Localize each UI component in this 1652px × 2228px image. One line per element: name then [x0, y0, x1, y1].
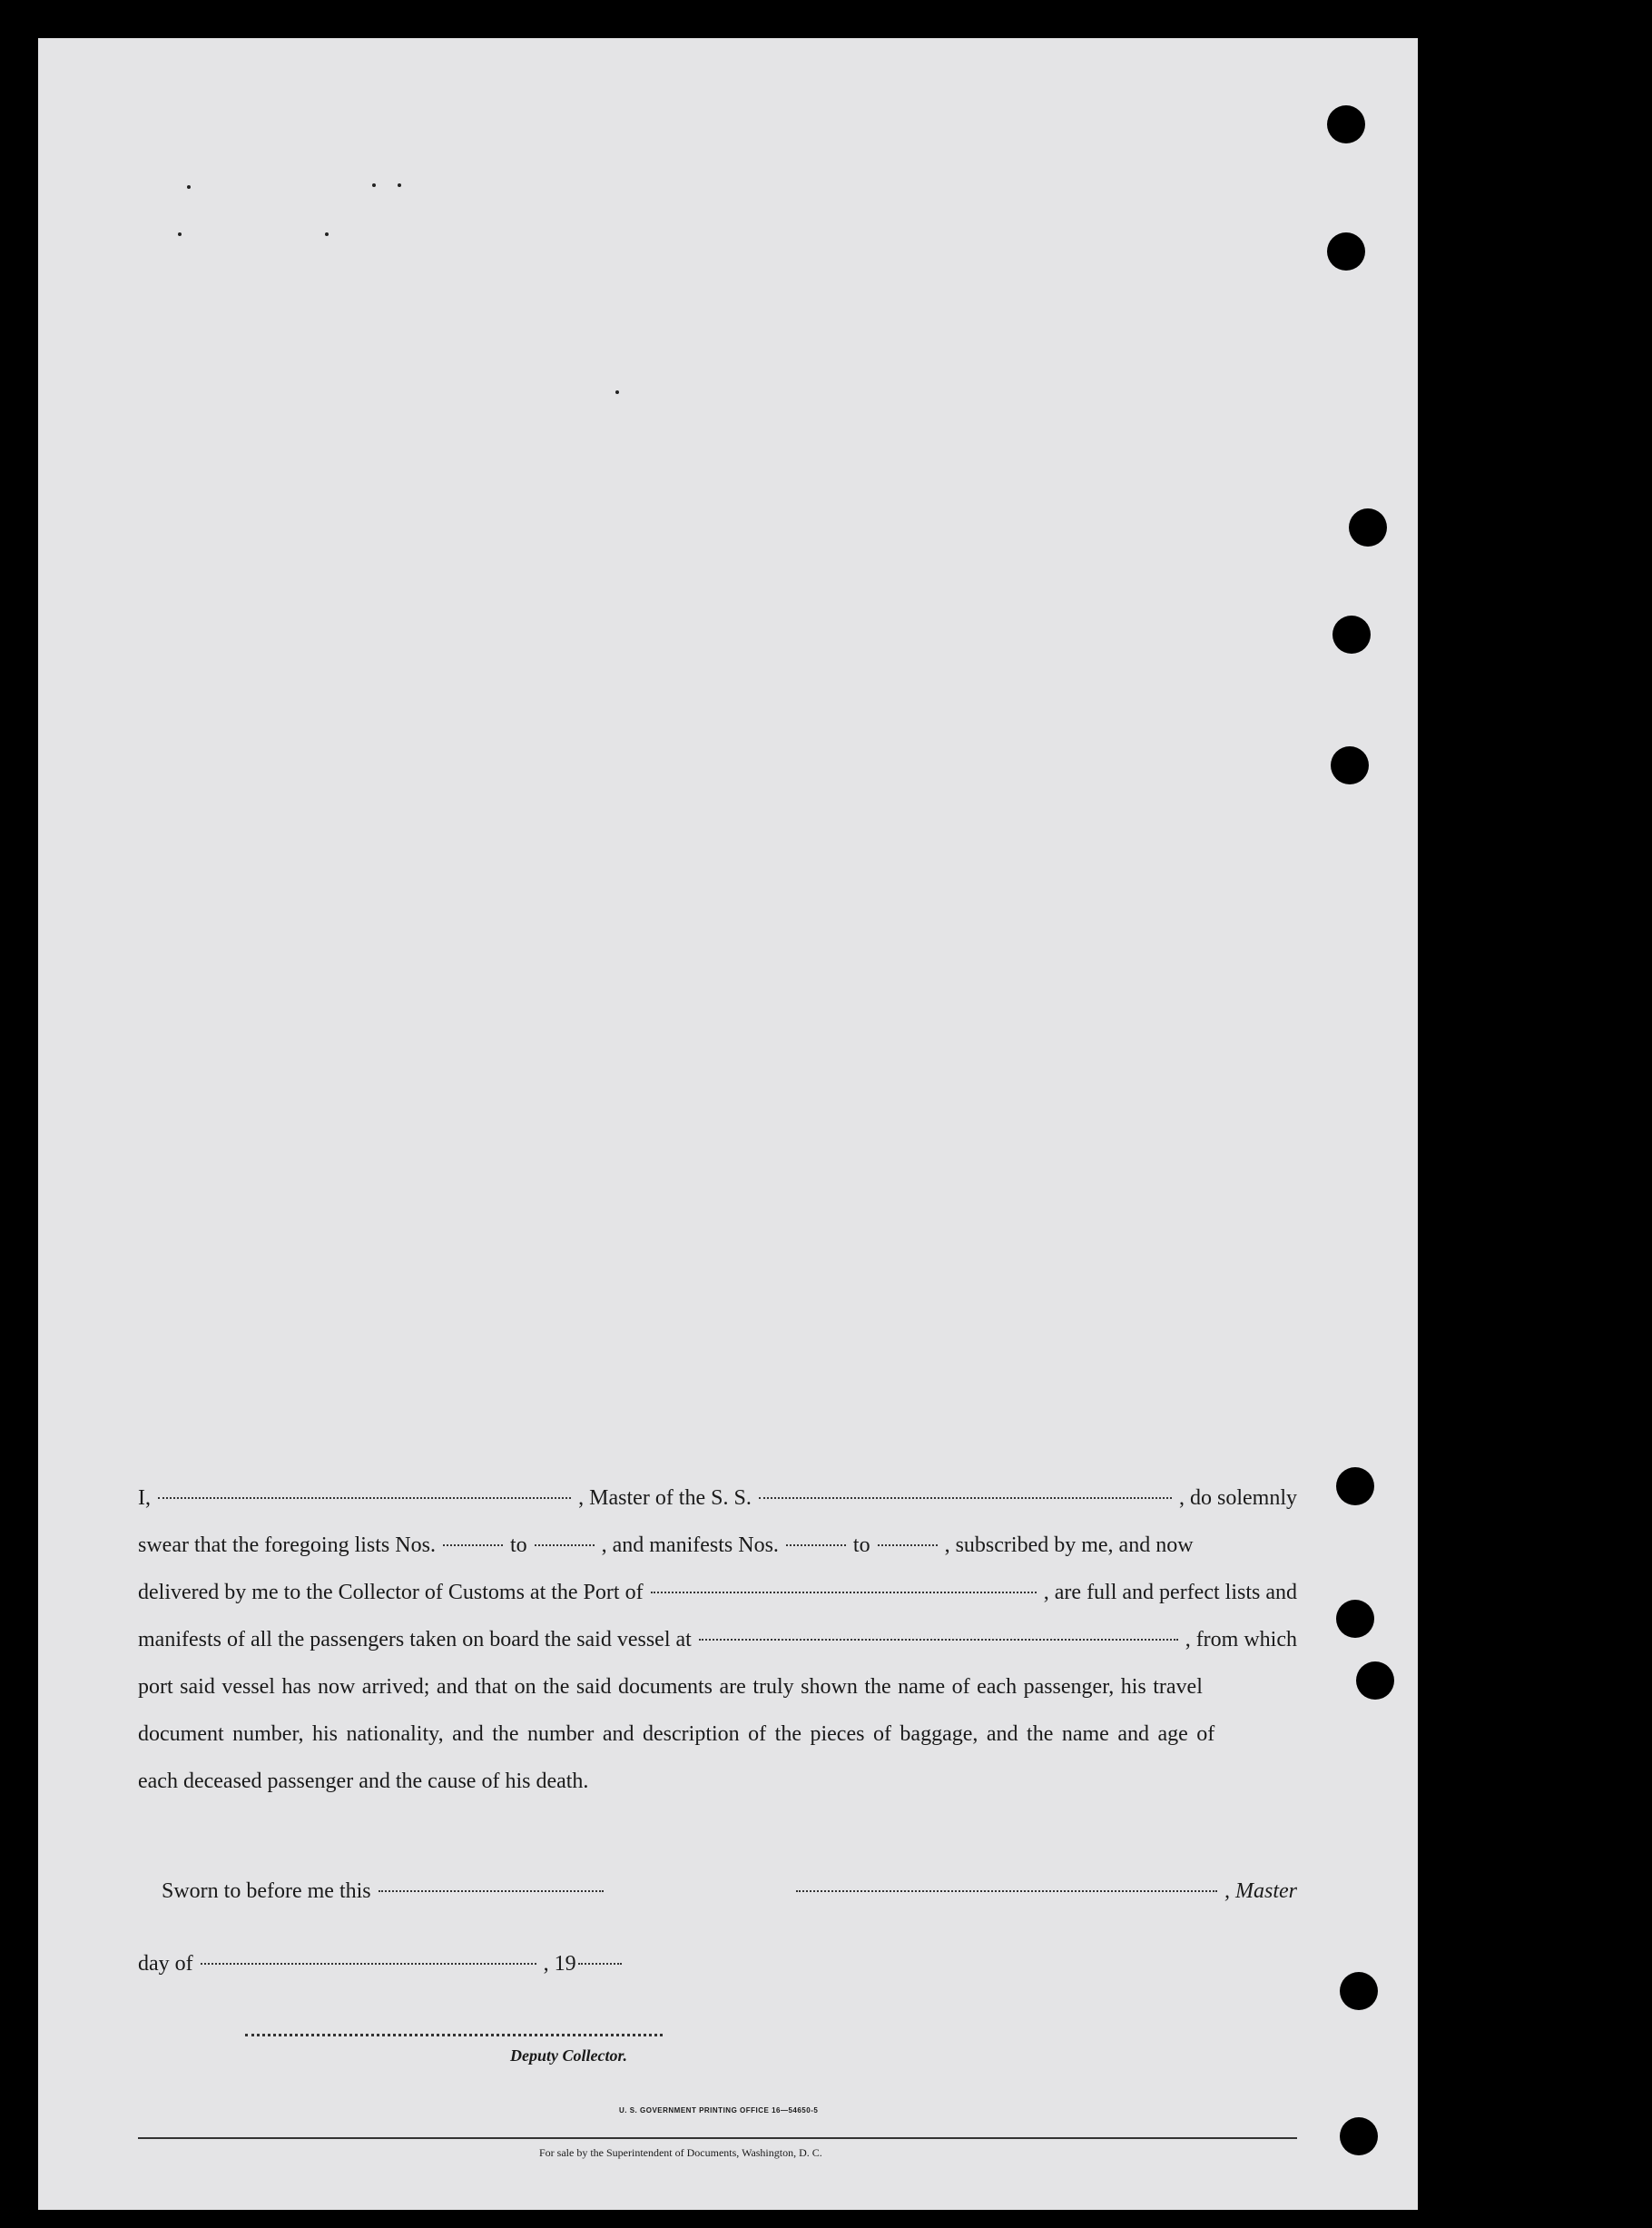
- footer-rule: [138, 2137, 1297, 2139]
- from-which-label: , from which: [1185, 1628, 1297, 1651]
- master-of-label: , Master of the S. S.: [578, 1486, 752, 1510]
- year-prefix-label: , 19: [543, 1952, 576, 1976]
- ink-speck: [178, 232, 182, 236]
- oath-line-5: [138, 1663, 1297, 1710]
- sworn-label: Sworn to before me this: [162, 1879, 371, 1903]
- oath-paragraph: [138, 1474, 1297, 1805]
- manifests-from-field[interactable]: [786, 1544, 846, 1546]
- oath-i-label: I,: [138, 1486, 151, 1510]
- departure-port-field[interactable]: [699, 1639, 1178, 1641]
- oath-line-1: [138, 1474, 1297, 1522]
- oath-line-6: [138, 1710, 1297, 1758]
- solemnly-label: , do solemnly: [1179, 1486, 1297, 1510]
- lists-from-field[interactable]: [443, 1544, 503, 1546]
- deputy-collector-label: Deputy Collector.: [510, 2046, 627, 2065]
- oath-line-4: [138, 1616, 1297, 1663]
- punch-hole: [1349, 508, 1387, 547]
- subscribed-label: , subscribed by me, and now: [944, 1533, 1194, 1557]
- ink-speck: [187, 185, 191, 189]
- punch-hole: [1332, 616, 1371, 654]
- month-field[interactable]: [201, 1963, 536, 1965]
- punch-hole: [1331, 746, 1369, 784]
- punch-hole: [1327, 232, 1365, 271]
- oath-text-line: document number, his nationality, and the number and description of the pieces of baggage, and the name and age of: [138, 1722, 1215, 1746]
- sworn-row: [138, 1879, 1297, 1904]
- port-of-label: delivered by me to the Collector of Customs at the Port of: [138, 1581, 644, 1604]
- punch-hole: [1340, 1972, 1378, 2010]
- to-label: to: [852, 1533, 870, 1557]
- ink-speck: [325, 232, 329, 236]
- punch-hole: [1336, 1600, 1374, 1638]
- port-field[interactable]: [651, 1592, 1037, 1593]
- manifests-nos-label: , and manifests Nos.: [601, 1533, 779, 1557]
- to-label: to: [509, 1533, 527, 1557]
- day-of-label: day of: [138, 1952, 193, 1976]
- lists-to-field[interactable]: [535, 1544, 595, 1546]
- form-page: [38, 38, 1418, 2210]
- day-row: [138, 1952, 629, 1977]
- full-perfect-label: , are full and perfect lists and: [1043, 1581, 1297, 1604]
- punch-hole: [1356, 1661, 1394, 1700]
- lists-nos-label: swear that the foregoing lists Nos.: [138, 1533, 436, 1557]
- oath-text-line: each deceased passenger and the cause of his death.: [138, 1770, 589, 1793]
- master-signature-field[interactable]: [796, 1890, 1217, 1892]
- master-signature-label: , Master: [1224, 1879, 1297, 1903]
- ink-speck: [615, 390, 619, 394]
- punch-hole: [1336, 1467, 1374, 1505]
- sale-notice: For sale by the Superintendent of Documents, Washington, D. C.: [539, 2146, 822, 2159]
- punch-hole: [1327, 105, 1365, 143]
- manifests-to-field[interactable]: [878, 1544, 938, 1546]
- vessel-name-field[interactable]: [759, 1497, 1172, 1499]
- sworn-day-field[interactable]: [379, 1890, 604, 1892]
- oath-line-3: [138, 1569, 1297, 1616]
- oath-line-2: [138, 1522, 1297, 1569]
- oath-text-line: port said vessel has now arrived; and that on the said documents are truly shown the name of each passenger, his travel: [138, 1675, 1203, 1699]
- ink-speck: [398, 183, 401, 187]
- year-field[interactable]: [578, 1963, 622, 1965]
- taken-on-board-label: manifests of all the passengers taken on board the said vessel at: [138, 1628, 692, 1651]
- ink-speck: [372, 183, 376, 187]
- master-name-field[interactable]: [158, 1497, 571, 1499]
- printer-imprint: U. S. GOVERNMENT PRINTING OFFICE 16—54650-5: [619, 2106, 819, 2115]
- deputy-signature-field[interactable]: [245, 2034, 663, 2036]
- oath-line-7: [138, 1758, 1297, 1805]
- punch-hole: [1340, 2117, 1378, 2155]
